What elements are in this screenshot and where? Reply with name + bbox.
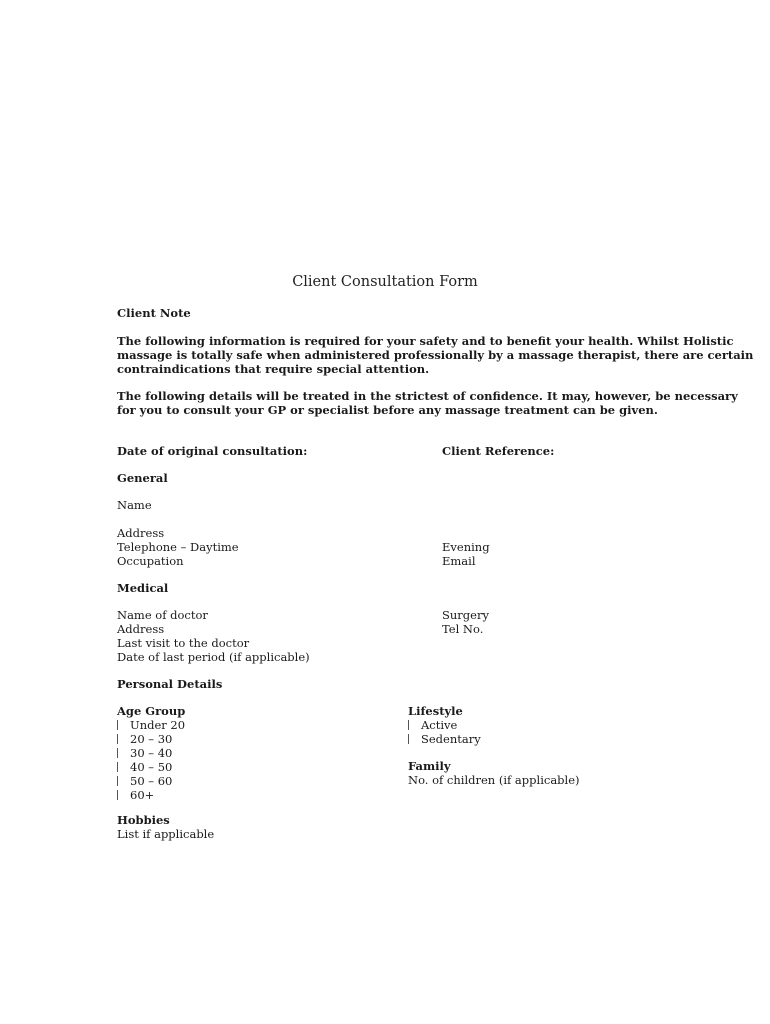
- client-note-heading: Client Note: [117, 306, 191, 320]
- age-option-40-50[interactable]: [117, 760, 185, 774]
- age-option-30-40[interactable]: [117, 746, 185, 760]
- form-title: Client Consultation Form: [292, 274, 478, 290]
- client-note-paragraph-1: [117, 334, 754, 376]
- family-heading: Family: [408, 759, 451, 773]
- age-option-20-30[interactable]: [117, 732, 185, 746]
- date-of-consultation-label: Date of original consultation:: [117, 444, 308, 458]
- last-visit-label: Last visit to the doctor: [117, 636, 250, 650]
- name-label: Name: [117, 498, 152, 512]
- checkbox[interactable]: [117, 776, 118, 786]
- lifestyle-options: [408, 718, 481, 746]
- address-label: Address: [117, 526, 165, 540]
- surgery-label: Surgery: [442, 608, 489, 622]
- paragraph-line: The following information is required for your safety and to benefit your health. Whilst Holistic: [117, 334, 734, 348]
- lifestyle-option-sedentary[interactable]: [408, 732, 481, 746]
- occupation-label: Occupation: [117, 554, 184, 568]
- lifestyle-option-active[interactable]: [408, 718, 481, 732]
- doctor-name-label: Name of doctor: [117, 608, 208, 622]
- checkbox[interactable]: [408, 720, 409, 730]
- paragraph-line: The following details will be treated in the strictest of confidence. It may, however, be necessary: [117, 389, 738, 403]
- tel-no-label: Tel No.: [442, 622, 484, 636]
- checkbox[interactable]: [408, 734, 409, 744]
- client-reference-label: Client Reference:: [442, 444, 555, 458]
- general-heading: General: [117, 471, 168, 485]
- age-option-label: 40 – 50: [130, 760, 173, 774]
- age-option-label: 20 – 30: [130, 732, 173, 746]
- age-option-under-20[interactable]: [117, 718, 185, 732]
- last-period-label: Date of last period (if applicable): [117, 650, 310, 664]
- lifestyle-option-label: Active: [421, 718, 458, 732]
- personal-details-heading: Personal Details: [117, 677, 223, 691]
- children-label: No. of children (if applicable): [408, 773, 580, 787]
- lifestyle-option-label: Sedentary: [421, 732, 481, 746]
- age-option-50-60[interactable]: [117, 774, 185, 788]
- medical-heading: Medical: [117, 581, 169, 595]
- checkbox[interactable]: [117, 762, 118, 772]
- age-option-label: 60+: [130, 788, 155, 802]
- lifestyle-heading: Lifestyle: [408, 704, 463, 718]
- checkbox[interactable]: [117, 748, 118, 758]
- hobbies-heading: Hobbies: [117, 813, 170, 827]
- age-option-label: 50 – 60: [130, 774, 173, 788]
- checkbox[interactable]: [117, 734, 118, 744]
- age-group-options: [117, 718, 185, 802]
- age-option-label: 30 – 40: [130, 746, 173, 760]
- email-label: Email: [442, 554, 476, 568]
- paragraph-line: massage is totally safe when administered professionally by a massage therapist, there are certain: [117, 348, 754, 362]
- age-option-60-plus[interactable]: [117, 788, 185, 802]
- telephone-daytime-label: Telephone – Daytime: [117, 540, 239, 554]
- hobbies-note: List if applicable: [117, 827, 215, 841]
- checkbox[interactable]: [117, 720, 118, 730]
- age-option-label: Under 20: [130, 718, 186, 732]
- age-group-heading: Age Group: [117, 704, 186, 718]
- paragraph-line: contraindications that require special attention.: [117, 362, 430, 376]
- client-note-paragraph-2: [117, 389, 738, 417]
- checkbox[interactable]: [117, 790, 118, 800]
- doctor-address-label: Address: [117, 622, 165, 636]
- paragraph-line: for you to consult your GP or specialist before any massage treatment can be given.: [117, 403, 658, 417]
- evening-label: Evening: [442, 540, 490, 554]
